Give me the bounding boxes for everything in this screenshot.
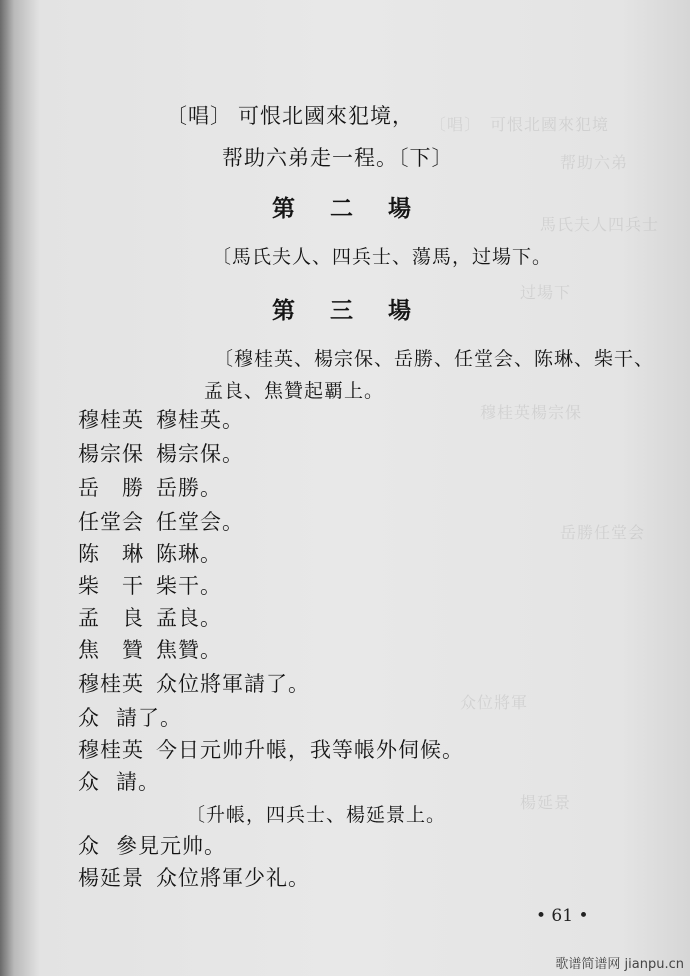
speaker: 众 [78,834,100,858]
scene-2-stage-direction: 〔馬氏夫人、四兵士、蕩馬，过場下。 [212,246,553,268]
dialogue-text: 岳勝。 [156,476,222,500]
sung-text-1: 可恨北國來犯境， [238,104,414,128]
scene-3-stage-direction-2: 〔升帳，四兵士、楊延景上。 [186,804,447,826]
dialogue-line [78,766,160,796]
dialogue-line [78,404,244,434]
speaker: 楊宗保 [78,442,144,466]
dialogue-text: 任堂会。 [156,510,244,534]
speaker: 焦 贊 [78,638,144,662]
dialogue-text: 众位將軍請了。 [156,672,310,696]
book-page: 〔唱〕 可恨北國來犯境 帮助六弟 馬氏夫人四兵士 过場下 穆桂英楊宗保 岳勝任堂会 众位將軍 楊延景 〔唱〕 可恨北國來犯境， 帮助六弟走一程。〔下〕 第 二 場 〔馬氏夫人、四兵士、蕩馬，过場下。 第 三 場 〔穆桂英、楊宗保、岳勝、任堂会、陈琳、柴干、 孟良、焦贊起覇上。 穆桂英 穆桂英。 楊宗保 楊宗保。 岳 勝 岳勝。 任堂会 任堂会。 陈 琳 陈琳。 柴 干 柴干。 孟 良 孟良。 焦 贊 焦贊。 穆桂英 众位將軍請了。 众 請了。 穆桂英 今日元帅升帳，我等帳外伺候。 众 請。 〔升帳，四兵士、楊延景上。 众 參見元帅。 楊延景 众位將軍少礼。 • 61 • 歌谱简谱网 jianpu.cn [0,0,690,976]
dialogue-line [78,734,464,764]
speaker: 众 [78,770,100,794]
speaker: 楊延景 [78,866,144,890]
dialogue-line [78,438,244,468]
scene-3-stage-direction-line-2: 孟良、焦贊起覇上。 [204,380,385,402]
scene-3-title-char: 場 [388,297,411,324]
dialogue-text: 穆桂英。 [156,408,244,432]
dialogue-line [78,668,310,698]
site-watermark: 歌谱简谱网 jianpu.cn [555,957,684,972]
scene-2-title [272,190,446,223]
scene-3-title [272,292,446,325]
scene-2-title-char: 第 [272,195,295,222]
dialogue-line [78,506,244,536]
speaker: 任堂会 [78,510,144,534]
sung-line-1 [166,100,414,130]
speaker: 柴 干 [78,574,144,598]
dialogue-text: 參見元帅。 [116,834,226,858]
dialogue-line [78,702,182,732]
dialogue-line [78,602,222,632]
sung-label: 〔唱〕 [166,104,232,128]
speaker: 穆桂英 [78,738,144,762]
dialogue-text: 焦贊。 [156,638,222,662]
speaker: 穆桂英 [78,672,144,696]
dialogue-line [78,862,310,892]
dialogue-text: 孟良。 [156,606,222,630]
scene-3-title-char: 三 [330,297,353,324]
dialogue-text: 請了。 [116,706,182,730]
scene-2-title-char: 二 [330,195,353,222]
dialogue-line [78,634,222,664]
dialogue-line [78,570,222,600]
sung-line-2: 帮助六弟走一程。〔下〕 [222,146,454,170]
dialogue-line [78,538,222,568]
scene-3-stage-direction-line-1: 〔穆桂英、楊宗保、岳勝、任堂会、陈琳、柴干、 [214,348,655,370]
speaker: 岳 勝 [78,476,144,500]
dialogue-text: 楊宗保。 [156,442,244,466]
dialogue-line [78,830,226,860]
dialogue-text: 众位將軍少礼。 [156,866,310,890]
scene-2-title-char: 場 [388,195,411,222]
dialogue-text: 陈琳。 [156,542,222,566]
dialogue-text: 請。 [116,770,160,794]
dialogue-line [78,472,222,502]
dialogue-text: 今日元帅升帳，我等帳外伺候。 [156,738,464,762]
speaker: 陈 琳 [78,542,144,566]
dialogue-text: 柴干。 [156,574,222,598]
speaker: 穆桂英 [78,408,144,432]
page-number: • 61 • [536,906,589,926]
speaker: 孟 良 [78,606,144,630]
scene-3-title-char: 第 [272,297,295,324]
speaker: 众 [78,706,100,730]
